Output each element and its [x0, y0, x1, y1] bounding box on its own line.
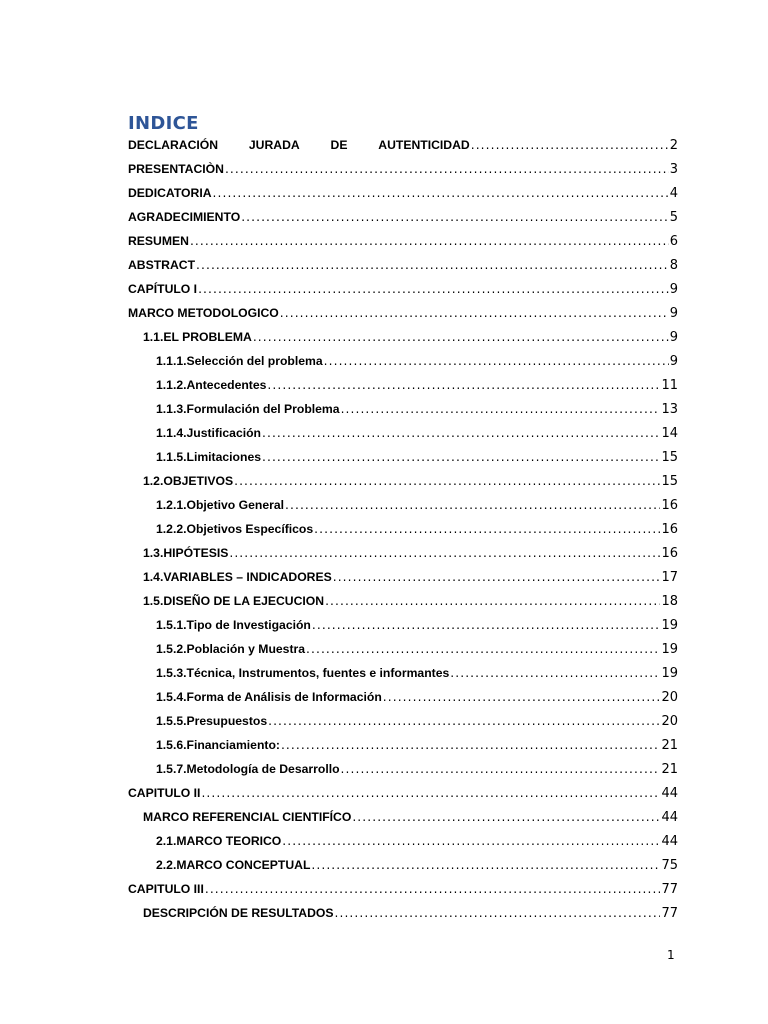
- dot-leader: [306, 637, 660, 661]
- toc-entry[interactable]: [128, 517, 678, 541]
- toc-entry-page: 44: [661, 786, 678, 801]
- toc-entry[interactable]: [128, 541, 678, 565]
- toc-entry[interactable]: [128, 685, 678, 709]
- toc-entry-label: Formulación del Problema: [186, 402, 340, 416]
- toc-entry-label: Antecedentes: [186, 378, 267, 392]
- dot-leader: [262, 445, 660, 469]
- toc-entry-page: 15: [661, 474, 678, 489]
- page-number: 1: [667, 948, 675, 962]
- toc-entry-page: 21: [661, 762, 678, 777]
- toc-entry-number: 1.2.1.: [156, 498, 187, 512]
- dot-leader: [325, 589, 660, 613]
- toc-entry-number: 1.5.7.: [156, 762, 187, 776]
- toc-entry-page: 11: [661, 378, 678, 393]
- toc-entry-page: 8: [669, 258, 678, 273]
- toc-entry[interactable]: [128, 853, 678, 877]
- toc-entry[interactable]: [128, 301, 678, 325]
- toc-entry-number: 1.5.: [143, 594, 164, 608]
- toc-entry-label: MARCO REFERENCIAL CIENTIFÍCO: [143, 810, 352, 824]
- toc-entry[interactable]: [128, 757, 678, 781]
- dot-leader: [190, 229, 669, 253]
- toc-entry[interactable]: [128, 229, 678, 253]
- toc-entry-number: 1.3.: [143, 546, 164, 560]
- toc-entry-label: EL PROBLEMA: [163, 330, 252, 344]
- toc-entry-number: 1.1.5.: [156, 450, 187, 464]
- toc-entry-label: OBJETIVOS: [163, 474, 234, 488]
- toc-entry-label: Objetivos Específicos: [186, 522, 314, 536]
- dot-leader: [285, 493, 660, 517]
- toc-entry-label: Tipo de Investigación: [186, 618, 311, 632]
- dot-leader: [280, 301, 669, 325]
- toc-entry-label: PRESENTACIÒN: [128, 162, 224, 176]
- dot-leader: [201, 781, 660, 805]
- toc-entry-number: 1.1.2.: [156, 378, 187, 392]
- toc-entry[interactable]: [128, 781, 678, 805]
- toc-entry[interactable]: [128, 805, 678, 829]
- dot-leader: [262, 421, 660, 445]
- toc-entry-number: 1.1.: [143, 330, 164, 344]
- toc-entry-number: 1.1.3.: [156, 402, 187, 416]
- dot-leader: [267, 373, 660, 397]
- dot-leader: [383, 685, 661, 709]
- toc-entry-label: Objetivo General: [186, 498, 285, 512]
- toc-entry[interactable]: [128, 901, 678, 925]
- dot-leader: [234, 469, 660, 493]
- toc-entry[interactable]: [128, 877, 678, 901]
- toc-entry[interactable]: [128, 157, 678, 181]
- toc-entry-number: 2.1.: [156, 834, 177, 848]
- toc-entry-page: 44: [661, 834, 678, 849]
- toc-entry[interactable]: [128, 469, 678, 493]
- toc-entry[interactable]: [128, 613, 678, 637]
- toc-entry-page: 16: [661, 522, 678, 537]
- toc-entry-label: MARCO METODOLOGICO: [128, 306, 279, 320]
- toc-entry-number: 1.5.4.: [156, 690, 187, 704]
- toc-entry-page: 17: [661, 570, 678, 585]
- dot-leader: [341, 397, 661, 421]
- toc-entry-page: 5: [669, 210, 678, 225]
- toc-entry-number: 1.2.2.: [156, 522, 187, 536]
- toc-entry-label: Presupuestos: [186, 714, 268, 728]
- toc-entry-label: Forma de Análisis de Información: [186, 690, 382, 704]
- toc-entry-page: 20: [661, 690, 678, 705]
- toc-entry[interactable]: [128, 373, 678, 397]
- toc-entry[interactable]: [128, 493, 678, 517]
- dot-leader: [253, 325, 669, 349]
- toc-entry[interactable]: [128, 709, 678, 733]
- toc-entry[interactable]: [128, 445, 678, 469]
- toc-entry-number: 1.1.1.: [156, 354, 187, 368]
- toc-entry-page: 75: [661, 858, 678, 873]
- toc-entry-label: Selección del problema: [186, 354, 323, 368]
- toc-entry[interactable]: [128, 205, 678, 229]
- toc-entry-page: 19: [661, 642, 678, 657]
- toc-entry-label: CAPITULO III: [128, 882, 204, 896]
- toc-entry-page: 9: [669, 282, 678, 297]
- table-of-contents: [128, 133, 678, 925]
- dot-leader: [241, 205, 669, 229]
- dot-leader: [352, 805, 660, 829]
- toc-entry-page: 13: [661, 402, 678, 417]
- toc-entry[interactable]: [128, 349, 678, 373]
- toc-entry[interactable]: [128, 133, 678, 157]
- toc-entry-number: 1.5.3.: [156, 666, 187, 680]
- dot-leader: [205, 877, 661, 901]
- toc-entry[interactable]: [128, 661, 678, 685]
- toc-entry-number: 1.5.6.: [156, 738, 187, 752]
- index-title: INDICE: [128, 113, 199, 134]
- toc-entry-page: 6: [669, 234, 678, 249]
- toc-entry-number: 1.5.2.: [156, 642, 187, 656]
- toc-entry-page: 14: [661, 426, 678, 441]
- toc-entry[interactable]: [128, 253, 678, 277]
- toc-entry[interactable]: [128, 829, 678, 853]
- dot-leader: [341, 757, 661, 781]
- toc-entry[interactable]: [128, 397, 678, 421]
- dot-leader: [324, 349, 669, 373]
- toc-entry-page: 77: [661, 906, 678, 921]
- toc-entry-page: 9: [669, 354, 678, 369]
- toc-entry-page: 15: [661, 450, 678, 465]
- toc-entry-page: 16: [661, 498, 678, 513]
- dot-leader: [335, 901, 661, 925]
- toc-entry[interactable]: [128, 733, 678, 757]
- toc-entry-number: 1.4.: [143, 570, 164, 584]
- toc-entry-label: Financiamiento:: [186, 738, 280, 752]
- toc-entry-number: 1.5.5.: [156, 714, 187, 728]
- toc-entry-page: 21: [661, 738, 678, 753]
- toc-entry-page: 2: [669, 138, 678, 153]
- toc-entry-page: 18: [661, 594, 678, 609]
- dot-leader: [312, 613, 661, 637]
- toc-entry-label: Justificación: [186, 426, 261, 440]
- toc-entry-label: Técnica, Instrumentos, fuentes e informantes: [186, 666, 450, 680]
- dot-leader: [268, 709, 660, 733]
- toc-entry-page: 4: [669, 186, 678, 201]
- dot-leader: [198, 277, 669, 301]
- toc-entry-label: ABSTRACT: [128, 258, 196, 272]
- dot-leader: [213, 181, 669, 205]
- toc-entry-label: CAPITULO II: [128, 786, 201, 800]
- toc-entry-number: 1.5.1.: [156, 618, 187, 632]
- toc-entry-page: 9: [669, 306, 678, 321]
- toc-entry-page: 20: [661, 714, 678, 729]
- toc-entry[interactable]: [128, 181, 678, 205]
- dot-leader: [471, 133, 669, 157]
- toc-entry-label: AGRADECIMIENTO: [128, 210, 241, 224]
- toc-entry[interactable]: [128, 325, 678, 349]
- toc-entry[interactable]: [128, 637, 678, 661]
- toc-entry[interactable]: [128, 565, 678, 589]
- dot-leader: [196, 253, 669, 277]
- dot-leader: [229, 541, 660, 565]
- toc-entry-label: DEDICATORIA: [128, 186, 212, 200]
- toc-entry[interactable]: [128, 421, 678, 445]
- toc-entry-label: MARCO CONCEPTUAL: [176, 858, 311, 872]
- toc-entry-page: 16: [661, 546, 678, 561]
- toc-entry-label: DESCRIPCIÓN DE RESULTADOS: [143, 906, 334, 920]
- dot-leader: [311, 853, 660, 877]
- dot-leader: [225, 157, 669, 181]
- toc-entry-page: 44: [661, 810, 678, 825]
- dot-leader: [333, 565, 661, 589]
- toc-entry-label: Metodología de Desarrollo: [186, 762, 340, 776]
- toc-entry-label: DECLARACIÓN JURADA DE AUTENTICIDAD: [128, 138, 470, 152]
- toc-entry-number: 2.2.: [156, 858, 177, 872]
- toc-entry-label: Población y Muestra: [186, 642, 306, 656]
- dot-leader: [450, 661, 660, 685]
- toc-entry-number: 1.2.: [143, 474, 164, 488]
- toc-entry-label: CAPÍTULO I: [128, 282, 198, 296]
- toc-entry-label: DISEÑO DE LA EJECUCION: [163, 594, 325, 608]
- toc-entry-page: 9: [669, 330, 678, 345]
- toc-entry-label: Limitaciones: [186, 450, 261, 464]
- toc-entry-label: HIPÓTESIS: [163, 546, 229, 560]
- dot-leader: [314, 517, 660, 541]
- toc-entry-page: 3: [669, 162, 678, 177]
- dot-leader: [281, 733, 661, 757]
- toc-entry-number: 1.1.4.: [156, 426, 187, 440]
- toc-entry[interactable]: [128, 589, 678, 613]
- toc-entry-page: 19: [661, 666, 678, 681]
- toc-entry-page: 77: [661, 882, 678, 897]
- dot-leader: [282, 829, 660, 853]
- toc-entry-label: RESUMEN: [128, 234, 189, 248]
- toc-entry-page: 19: [661, 618, 678, 633]
- toc-entry[interactable]: [128, 277, 678, 301]
- toc-entry-label: MARCO TEORICO: [176, 834, 282, 848]
- toc-entry-label: VARIABLES – INDICADORES: [163, 570, 332, 584]
